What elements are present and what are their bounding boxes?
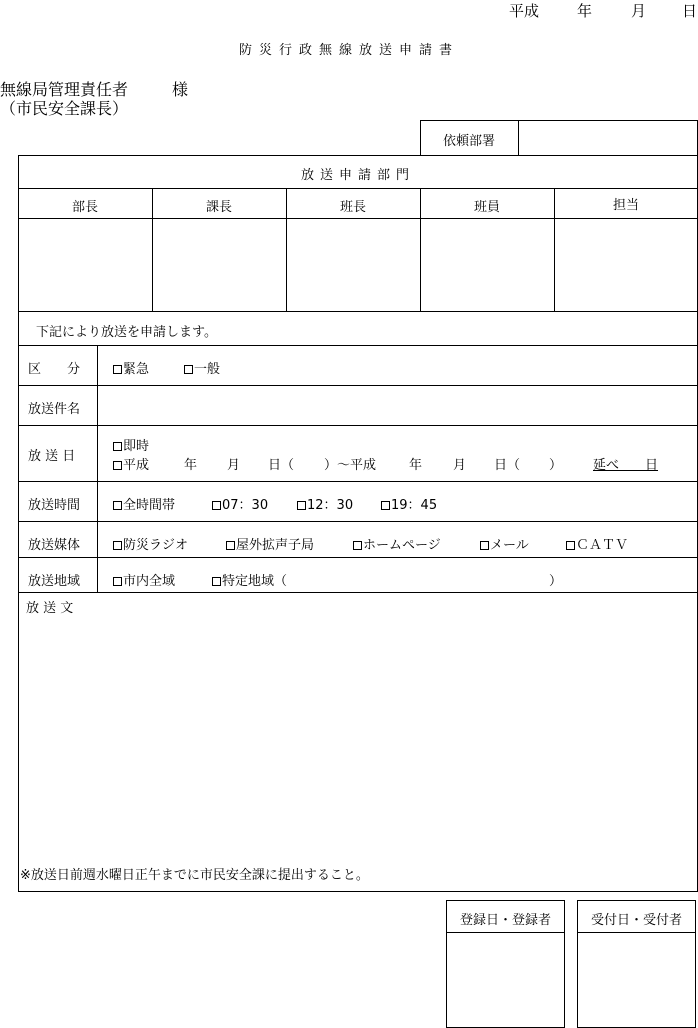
checkbox-icon[interactable] [353, 541, 362, 550]
form-title: 防災行政無線放送申請書 [238, 43, 459, 58]
checkbox-icon[interactable] [184, 365, 193, 374]
approval-col-han-in: 班員 [473, 200, 500, 215]
date-from-day: 日（ [268, 458, 295, 473]
checkbox-icon[interactable] [113, 577, 122, 586]
time-0730-option[interactable]: 07：30 [212, 494, 268, 513]
time-1230-option[interactable]: 12：30 [297, 494, 353, 513]
checkbox-icon[interactable] [113, 501, 122, 510]
intro-text: 下記により放送を申請します。 [36, 325, 217, 340]
checkbox-icon[interactable] [480, 541, 489, 550]
category-label: 区 分 [28, 362, 81, 377]
date-label: 放 送 日 [28, 449, 76, 464]
reception-stamp-label: 受付日・受付者 [590, 913, 682, 928]
stamp-cell-han-in[interactable] [421, 219, 553, 310]
media-homepage-option[interactable]: ホームページ [353, 534, 441, 553]
checkbox-icon[interactable] [113, 442, 122, 451]
checkbox-icon[interactable] [113, 365, 122, 374]
date-month-label: 月 [631, 2, 647, 20]
name-label: 放送件名 [28, 402, 81, 417]
addressee-honorific: 様 [172, 80, 189, 99]
date-to-month: 月 [453, 458, 467, 473]
requester-field[interactable] [522, 130, 692, 148]
area-citywide-option[interactable]: 市内全域 [113, 570, 175, 589]
date-from-year: 年 [184, 458, 198, 473]
checkbox-icon[interactable] [226, 541, 235, 550]
area-close: ） [549, 574, 563, 589]
approval-col-kachou: 課長 [205, 200, 232, 215]
checkbox-icon[interactable] [212, 577, 221, 586]
submission-note: ※放送日前週水曜日正午までに市民安全課に提出すること。 [20, 868, 369, 883]
date-to-close: ） [549, 458, 563, 473]
category-general-option[interactable]: 一般 [184, 358, 220, 377]
date-from-close: ） [324, 458, 338, 473]
stamp-cell-buchou[interactable] [19, 219, 151, 310]
date-to-day: 日（ [494, 458, 521, 473]
date-immediate-option[interactable]: 即時 [113, 435, 149, 454]
category-urgent-option[interactable]: 緊急 [113, 358, 149, 377]
date-year-label: 年 [577, 2, 593, 20]
addressee-line1: 無線局管理責任者 [0, 80, 129, 99]
reception-stamp-area[interactable] [578, 933, 695, 1027]
area-specific-field[interactable] [300, 568, 545, 586]
media-outdoor-speaker-option[interactable]: 屋外拡声子局 [226, 534, 314, 553]
media-catv-option[interactable]: ＣＡＴＶ [566, 534, 628, 553]
area-label: 放送地域 [28, 574, 81, 589]
checkbox-icon[interactable] [113, 461, 122, 470]
date-to-year: 年 [409, 458, 423, 473]
addressee-line2: （市民安全課長） [0, 99, 129, 118]
checkbox-icon[interactable] [212, 501, 221, 510]
date-range-option[interactable]: 平成 [113, 454, 149, 473]
date-era: 平成 [509, 2, 540, 20]
date-from-month: 月 [227, 458, 241, 473]
area-specific-option[interactable]: 特定地域（ [212, 570, 287, 589]
approval-col-hanchou: 班長 [339, 200, 366, 215]
approval-col-tantou: 担当 [612, 198, 639, 213]
addressee [0, 80, 189, 118]
requester-label: 依頼部署 [442, 134, 495, 149]
checkbox-icon[interactable] [297, 501, 306, 510]
checkbox-icon[interactable] [381, 501, 390, 510]
name-field[interactable] [100, 388, 694, 422]
time-all-option[interactable]: 全時間帯 [113, 494, 175, 513]
approval-title: 放送申請部門 [300, 168, 415, 183]
registration-stamp-label: 登録日・登録者 [459, 913, 551, 928]
time-1945-option[interactable]: 19：45 [381, 494, 437, 513]
media-mail-option[interactable]: メール [480, 534, 529, 553]
checkbox-icon[interactable] [113, 541, 122, 550]
approval-col-buchou: 部長 [71, 200, 98, 215]
date-to-era: 〜平成 [337, 458, 377, 473]
date-header [505, 0, 698, 20]
time-label: 放送時間 [28, 498, 81, 513]
date-day-label: 日 [682, 2, 698, 20]
media-radio-option[interactable]: 防災ラジオ [113, 534, 188, 553]
stamp-cell-hanchou[interactable] [287, 219, 419, 310]
checkbox-icon[interactable] [566, 541, 575, 550]
date-total-days: 延べ 日 [593, 458, 659, 473]
broadcast-text-field[interactable] [22, 616, 694, 856]
stamp-cell-tantou[interactable] [555, 219, 697, 310]
broadcast-text-label: 放 送 文 [26, 601, 74, 616]
media-label: 放送媒体 [28, 538, 81, 553]
stamp-cell-kachou[interactable] [153, 219, 285, 310]
registration-stamp-area[interactable] [447, 933, 564, 1027]
